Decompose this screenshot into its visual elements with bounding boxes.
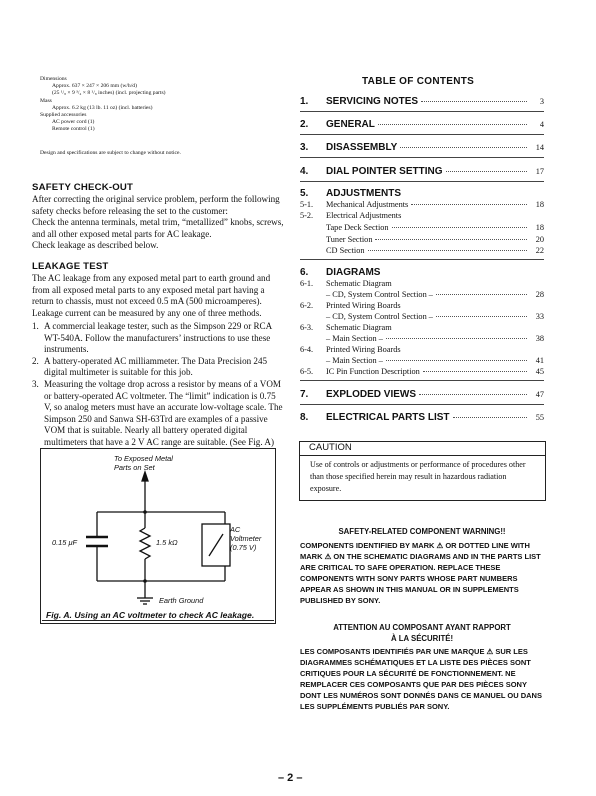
- probe-label: Parts on Set: [114, 463, 155, 472]
- toc-entry-cd-section[interactable]: CD Section 22: [326, 246, 544, 255]
- resistor-label: 1.5 kΩ: [156, 538, 178, 547]
- page-number: – 2 –: [278, 772, 303, 784]
- voltmeter-label: Voltmeter: [230, 534, 262, 543]
- mass-value: Approx. 6.2 kg (13 lb. 11 oz) (incl. batteries): [52, 104, 153, 111]
- voltmeter-label: (0.75 V): [230, 543, 257, 552]
- dimensions-label: Dimensions: [40, 76, 67, 82]
- list-item: 2. A battery-operated AC milliammeter. The Data Precision 245 digital multimeter is suitable for this job.: [32, 355, 268, 378]
- caution-text: Use of controls or adjustments or performance of procedures other than those specified herein may result in hazardous radiation exposure.: [310, 460, 526, 493]
- toc-entry-schematic-diagram[interactable]: 6-1. Schematic Diagram: [300, 279, 392, 288]
- dimensions-value: Approx. 637 × 247 × 206 mm (w/h/d): [52, 83, 137, 90]
- toc-entry-printed-wiring-boards-main[interactable]: 6-4. Printed Wiring Boards: [300, 345, 401, 354]
- toc-divider: [300, 380, 544, 381]
- toc-entry-exploded-views[interactable]: 7. EXPLODED VIEWS 47: [300, 389, 544, 400]
- list-item: 1. A commercial leakage tester, such as the Simpson 229 or RCA WT-540A. Follow the manufacturers’ instructions to use these instruments.: [32, 321, 272, 355]
- capacitor-label: 0.15 μF: [52, 538, 78, 547]
- toc-entry-ic-pin-function[interactable]: 6-5. IC Pin Function Description 45: [300, 367, 544, 376]
- toc-entry-mechanical-adjustments[interactable]: 5-1. Mechanical Adjustments 18: [300, 200, 544, 209]
- leakage-intro: The AC leakage from any exposed metal part to earth ground and from all exposed metal parts to any exposed metal part having a return to chassis, must not exceed 0.5 mA (500 microamperes). Leakage current can be measured by any one of three methods.: [32, 273, 271, 318]
- probe-arrow: [142, 472, 148, 481]
- spec-change-note: Design and specifications are subject to change without notice.: [40, 150, 181, 156]
- toc-divider: [300, 404, 544, 405]
- list-item: 3. Measuring the voltage drop across a resistor by means of a VOM or battery-operated AC voltmeter. The “limit” indication is 0.75 V, so analog meters must have an accurate low-voltage scale. The Simpson 250 and Sanwa SH-63Trd are examples of a passive VOM that is suitable. Nearly all battery operated digital multimeters that have a 2 V AC range are suitable. (See Fig. A): [32, 378, 283, 447]
- toc-divider: [300, 259, 544, 260]
- leakage-test-circuit-diagram: [40, 448, 276, 624]
- caution-title: CAUTION: [309, 442, 352, 453]
- dimensions-inches: (25 ¹/₈ × 9 ³/₄ × 8 ¹/₈ inches) (incl. projecting parts): [52, 90, 166, 97]
- toc-entry-electrical-parts-list[interactable]: 8. ELECTRICAL PARTS LIST 55: [300, 412, 544, 423]
- safety-warning-title-fr: [300, 622, 544, 644]
- leakage-test-heading: LEAKAGE TEST: [32, 261, 109, 272]
- probe-label: To Exposed Metal: [114, 454, 173, 463]
- title-line: À LA SÉCURITÉ!: [390, 634, 454, 643]
- safety-warning-text: COMPONENTS IDENTIFIED BY MARK ⚠ OR DOTTED LINE WITH MARK ⚠ ON THE SCHEMATIC DIAGRAMS AND IN THE PARTS LIST ARE CRITICAL TO SAFE OPERATION. REPLACE THESE COMPONENTS WITH SONY PARTS WHOSE PART NUMBERS APPEAR AS SHOWN IN THIS MANUAL OR IN SUPPLEMENTS PUBLISHED BY SONY.: [300, 541, 541, 605]
- toc-entry-disassembly[interactable]: 3. DISASSEMBLY 14: [300, 142, 544, 153]
- figure-caption: Fig. A. Using an AC voltmeter to check AC leakage.: [46, 610, 255, 620]
- toc-entry-diagrams[interactable]: 6. DIAGRAMS: [300, 267, 381, 278]
- toc-entry-servicing-notes[interactable]: 1. SERVICING NOTES 3: [300, 96, 544, 107]
- toc-divider: [300, 181, 544, 182]
- mass-label: Mass: [40, 97, 52, 104]
- paragraph: Check leakage as described below.: [32, 240, 159, 251]
- specifications-block: [40, 76, 255, 134]
- junction-dot: [143, 510, 147, 514]
- safety-warning-text-fr: LES COMPOSANTS IDENTIFIÉS PAR UNE MARQUE ⚠ SUR LES DIAGRAMMES SCHÉMATIQUES ET LA LISTE DES PIÈCES SONT CRITIQUES POUR LA SÉCURITÉ DE FONCTIONNEMENT. NE REMPLACER CES COMPOSANTS QUE PAR DES PIÈCES SONY DONT LES NUMÉROS SONT DONNÉS DANS CE MANUEL OU DANS LES SUPPLÉMENTS PUBLIÉS PAR SONY.: [300, 647, 542, 711]
- toc-entry-tuner-section[interactable]: Tuner Section 20: [326, 235, 544, 244]
- paragraph: After correcting the original service problem, perform the following safety checks before releasing the set to the customer:: [32, 194, 280, 216]
- toc-entry-printed-wiring-boards[interactable]: 6-2. Printed Wiring Boards: [300, 301, 401, 310]
- accessory-item: Remote control (1): [52, 126, 95, 133]
- resistor-symbol: [140, 528, 150, 559]
- toc-entry-tape-deck-section[interactable]: Tape Deck Section 18: [326, 223, 544, 232]
- toc-divider: [300, 111, 544, 112]
- toc-entry-schematic-diagram-main[interactable]: 6-3. Schematic Diagram: [300, 323, 392, 332]
- caption-underline: [42, 620, 274, 621]
- safety-checkout-heading: SAFETY CHECK-OUT: [32, 182, 134, 193]
- toc-entry-general[interactable]: 2. GENERAL 4: [300, 119, 544, 130]
- toc-heading: TABLE OF CONTENTS: [362, 76, 475, 87]
- voltmeter-needle: [209, 534, 223, 556]
- junction-dot: [143, 579, 147, 583]
- safety-checkout-text: [32, 194, 284, 252]
- toc-divider: [300, 157, 544, 158]
- toc-entry-dial-pointer-setting[interactable]: 4. DIAL POINTER SETTING 17: [300, 166, 544, 177]
- toc-entry-electrical-adjustments[interactable]: 5-2. Electrical Adjustments: [300, 211, 402, 220]
- toc-entry-schematic-main-section[interactable]: – Main Section – 38: [326, 334, 544, 343]
- paragraph: Check the antenna terminals, metal trim, “metallized” knobs, screws, and all other exposed metal parts for AC leakage.: [32, 217, 284, 239]
- safety-warning-title: SAFETY-RELATED COMPONENT WARNING!!: [338, 527, 506, 536]
- accessories-label: Supplied accessories: [40, 112, 87, 119]
- toc-entry-pwb-cd-system-control[interactable]: – CD, System Control Section – 33: [326, 312, 544, 321]
- ground-label: Earth Ground: [159, 596, 204, 605]
- toc-entry-pwb-main-section[interactable]: – Main Section – 41: [326, 356, 544, 365]
- accessory-item: AC power cord (1): [52, 119, 95, 126]
- leakage-methods-list: [32, 321, 284, 449]
- toc-entry-schematic-cd-system-control[interactable]: – CD, System Control Section – 28: [326, 290, 544, 299]
- toc-divider: [300, 134, 544, 135]
- title-line: ATTENTION AU COMPOSANT AYANT RAPPORT: [333, 623, 511, 632]
- voltmeter-label: AC: [230, 525, 241, 534]
- toc-entry-adjustments[interactable]: 5. ADJUSTMENTS: [300, 188, 402, 199]
